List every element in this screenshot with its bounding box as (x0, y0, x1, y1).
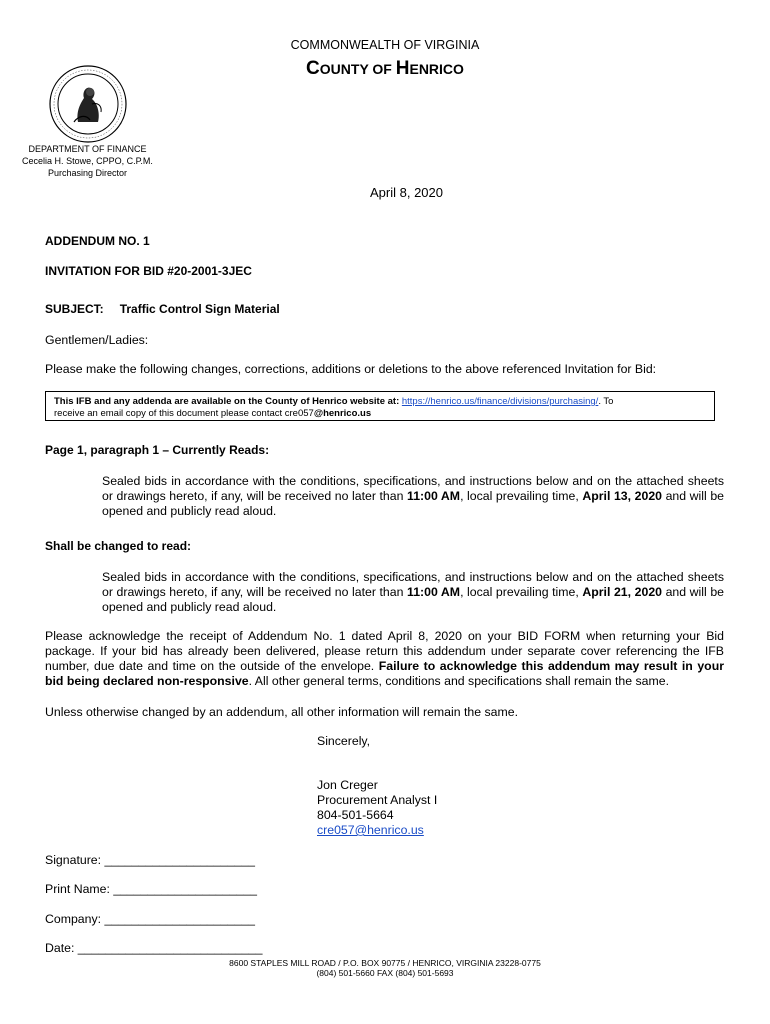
intro-text: Please make the following changes, corrections, additions or deletions to the above referenced Invitation for Bid: (45, 362, 657, 376)
changed-text-3: and will be opened and publicly read aloud. (102, 585, 725, 614)
notice-text-4: @henrico.us (313, 408, 372, 419)
signer-email-link[interactable]: cre057@henrico.us (317, 823, 424, 837)
department-name: DEPARTMENT OF FINANCE (28, 144, 147, 154)
currently-reads-heading: Page 1, paragraph 1 – Currently Reads: (45, 443, 270, 457)
acknowledge-text-2: . All other general terms, conditions and specifications shall remain the same. (248, 674, 669, 688)
changed-text-2: , local prevailing time, (460, 585, 583, 599)
director-name: Cecelia H. Stowe, CPPO, C.P.M. (22, 156, 153, 166)
addendum-number: ADDENDUM NO. 1 (45, 234, 150, 248)
county-initial-h: H (395, 58, 410, 79)
county-seal-icon (48, 64, 128, 144)
currently-time: 11:00 AM (407, 489, 461, 503)
currently-text-1: Sealed bids in accordance with the conditions, specifications, and instructions below and on the attached sheets or drawings hereto, if any, will be received no later than (102, 474, 724, 503)
invitation-number: INVITATION FOR BID #20-2001-3JEC (45, 264, 252, 278)
currently-text-2: , local prevailing time, (460, 489, 583, 503)
signature-block (317, 778, 437, 838)
company-field[interactable]: Company: ______________________ (45, 912, 255, 926)
changed-time: 11:00 AM (407, 585, 461, 599)
currently-text-3: and will be opened and publicly read aloud. (102, 489, 725, 518)
signer-phone: 804-501-5664 (317, 808, 394, 822)
notice-text-1: This IFB and any addenda are available on the County of Henrico website at: (54, 396, 402, 407)
footer (0, 958, 770, 978)
subject-label: SUBJECT: (45, 302, 104, 316)
signer-title: Procurement Analyst I (317, 793, 438, 807)
county-text-2: ENRICO (409, 61, 464, 77)
currently-reads-paragraph (102, 474, 724, 519)
website-notice-box (45, 391, 715, 421)
state-heading: COMMONWEALTH OF VIRGINIA (290, 38, 480, 52)
changed-heading: Shall be changed to read: (45, 539, 192, 553)
subject-value: Traffic Control Sign Material (119, 302, 280, 316)
director-title: Purchasing Director (47, 168, 128, 178)
date-field[interactable]: Date: ___________________________ (45, 941, 263, 955)
closing: Sincerely, (317, 734, 371, 748)
acknowledge-text-1: Please acknowledge the receipt of Addendum No. 1 dated April 8, 2020 on your BID FORM when returning your Bid package. If your bid has already been delivered, please return this addendum under separate cover referencing the IFB number, due date and time on the outside of the envelope. (45, 629, 724, 673)
county-initial-c: C (306, 58, 320, 79)
print-name-field[interactable]: Print Name: _____________________ (45, 882, 257, 896)
department-block (20, 143, 155, 179)
footer-address: 8600 STAPLES MILL ROAD / P.O. BOX 90775 / HENRICO, VIRGINIA 23228-0775 (229, 958, 541, 968)
signature-field[interactable]: Signature: ______________________ (45, 853, 255, 867)
changed-date: April 21, 2020 (582, 585, 662, 599)
notice-text-3: receive an email copy of this document please contact cre057 (54, 408, 314, 419)
unless-text: Unless otherwise changed by an addendum, all other information will remain the same. (45, 705, 518, 719)
changed-text-1: Sealed bids in accordance with the conditions, specifications, and instructions below and on the attached sheets or drawings hereto, if any, will be received no later than (102, 570, 724, 599)
letter-date: April 8, 2020 (370, 185, 443, 200)
notice-text-2: . To (598, 396, 614, 407)
footer-phone: (804) 501-5660 FAX (804) 501-5693 (316, 968, 454, 978)
acknowledge-paragraph (45, 629, 724, 689)
county-text-1: OUNTY OF (319, 61, 396, 77)
salutation: Gentlemen/Ladies: (45, 333, 149, 347)
acknowledge-warning: Failure to acknowledge this addendum may result in your bid being declared non-responsive (45, 659, 724, 688)
signer-name: Jon Creger (317, 778, 378, 792)
currently-date: April 13, 2020 (582, 489, 662, 503)
purchasing-website-link[interactable]: https://henrico.us/finance/divisions/purchasing/ (401, 396, 599, 407)
changed-paragraph (102, 570, 724, 615)
subject-line (45, 302, 280, 316)
